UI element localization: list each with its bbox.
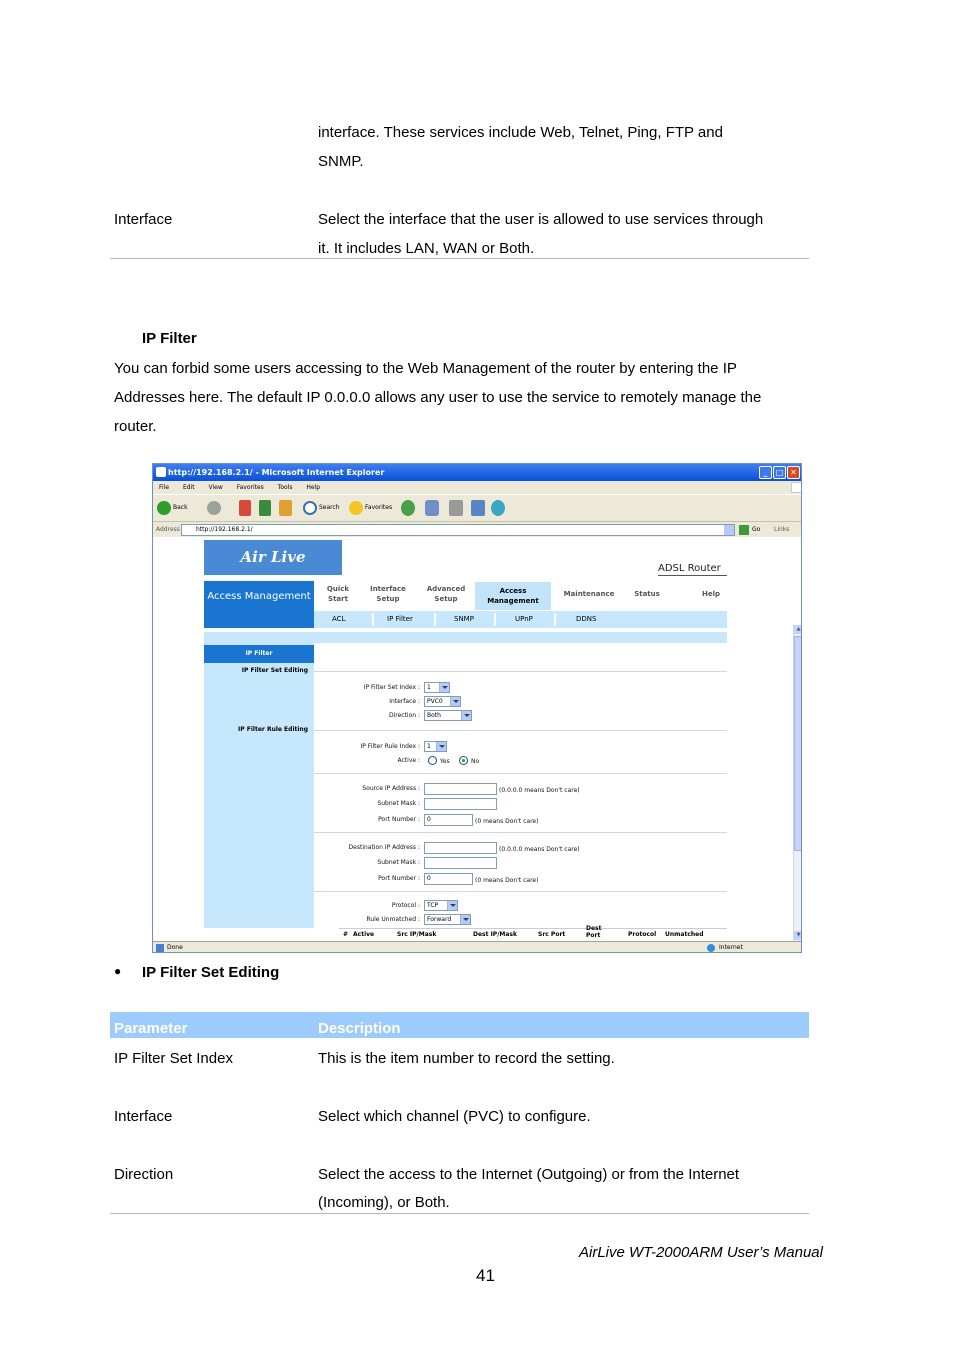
- header-parameter: Parameter: [114, 1020, 188, 1037]
- section-heading: IP Filter: [142, 330, 197, 347]
- row-divider: [314, 671, 727, 672]
- chevron-down-icon: [436, 742, 446, 751]
- tab-status[interactable]: Status: [634, 590, 660, 598]
- menu-favorites[interactable]: Favorites: [236, 484, 264, 491]
- active-yes-radio[interactable]: [428, 756, 437, 765]
- table-row-desc: Select which channel (PVC) to configure.: [318, 1108, 591, 1125]
- status-text: Done: [167, 944, 183, 951]
- chevron-down-icon: [460, 915, 470, 924]
- rule-table-header: [339, 925, 727, 941]
- rule-index-label: IP Filter Rule Index :: [360, 743, 420, 750]
- source-mask-label: Subnet Mask :: [377, 800, 420, 807]
- intro-desc-1: Select the interface that the user is allowed to use services through: [318, 211, 764, 228]
- airlive-logo: Air Live: [204, 540, 342, 575]
- col-number: #: [343, 931, 349, 938]
- address-bar: [153, 521, 801, 537]
- active-no-label: No: [471, 758, 480, 765]
- minimize-icon[interactable]: _: [759, 466, 772, 479]
- dest-port-hint: (0 means Don't care): [475, 877, 539, 884]
- intro-param: Interface: [114, 211, 173, 228]
- source-mask-input[interactable]: [424, 798, 497, 810]
- intro-desc-2: it. It includes LAN, WAN or Both.: [318, 240, 535, 257]
- tab-quick-start[interactable]: Quick Start: [326, 585, 350, 603]
- intro-line-1: interface. These services include Web, Telnet, Ping, FTP and: [318, 124, 723, 141]
- menu-edit[interactable]: Edit: [182, 484, 195, 491]
- go-button[interactable]: Go: [752, 526, 761, 533]
- mail-icon[interactable]: [425, 500, 439, 516]
- sub-navigation: [314, 611, 727, 628]
- page-icon: [156, 944, 164, 952]
- col-protocol: Protocol: [628, 931, 657, 938]
- source-port-input[interactable]: [424, 814, 473, 826]
- parameter-table-header: [110, 1012, 809, 1038]
- star-icon: [349, 501, 363, 515]
- ie-icon: [156, 467, 166, 477]
- col-dest-port: Dest Port: [586, 925, 602, 939]
- address-label: Address: [156, 526, 180, 533]
- bullet-icon: ●: [114, 964, 122, 978]
- set-index-value: 1: [427, 684, 431, 691]
- sidebar: [204, 643, 314, 928]
- row-divider: [314, 773, 727, 774]
- dest-ip-label: Destination IP Address :: [348, 844, 420, 851]
- protocol-value: TCP: [427, 902, 439, 909]
- tab-help[interactable]: Help: [701, 590, 721, 598]
- sidebar-item-ip-filter: IP Filter: [204, 645, 314, 663]
- table-row-desc-cont: (Incoming), or Both.: [318, 1194, 450, 1211]
- rule-unmatched-select[interactable]: [424, 914, 471, 925]
- rule-index-value: 1: [427, 743, 431, 750]
- scroll-down-icon[interactable]: ▼: [794, 931, 801, 940]
- menu-tools[interactable]: Tools: [277, 484, 293, 491]
- search-label: Search: [319, 504, 340, 511]
- forward-arrow-icon: [207, 501, 221, 515]
- direction-value: Both: [427, 712, 441, 719]
- sidebar-label-set-editing: IP Filter Set Editing: [241, 667, 308, 674]
- status-bar: [153, 941, 801, 953]
- chevron-down-icon: [461, 711, 471, 720]
- forward-button[interactable]: [207, 500, 223, 516]
- back-label: Back: [173, 504, 188, 511]
- source-ip-hint: (0.0.0.0 means Don't care): [499, 787, 580, 794]
- tab-advanced-setup[interactable]: Advanced Setup: [426, 585, 466, 603]
- row-divider: [314, 891, 727, 892]
- tab-interface-setup[interactable]: Interface Setup: [370, 585, 406, 603]
- windows-logo-icon: [791, 482, 802, 493]
- chevron-down-icon: [450, 697, 460, 706]
- history-icon[interactable]: [401, 500, 415, 516]
- subtab-ip-filter[interactable]: IP Filter: [387, 615, 413, 623]
- direction-select[interactable]: [424, 710, 472, 721]
- back-arrow-icon: [157, 501, 171, 515]
- back-button[interactable]: [157, 500, 188, 516]
- favorites-label: Favorites: [365, 504, 393, 511]
- sidebar-label-rule-editing: IP Filter Rule Editing: [238, 726, 308, 733]
- source-ip-input[interactable]: [424, 783, 497, 795]
- dest-port-label: Port Number :: [378, 875, 420, 882]
- row-divider: [314, 832, 727, 833]
- direction-label: Direction :: [388, 712, 420, 719]
- zone-text: Internet: [719, 944, 743, 951]
- active-yes-label: Yes: [440, 758, 450, 765]
- stop-icon[interactable]: [239, 500, 251, 516]
- dest-port-value: 0: [427, 875, 431, 882]
- scroll-up-icon[interactable]: ▲: [794, 625, 801, 634]
- section-para-2: Addresses here. The default IP 0.0.0.0 allows any user to use the service to remotely manage the: [114, 389, 762, 406]
- edit-icon[interactable]: [471, 500, 485, 516]
- interface-select[interactable]: [424, 696, 461, 707]
- section-para-3: router.: [114, 418, 157, 435]
- links-button[interactable]: Links: [774, 526, 790, 533]
- rule-index-select[interactable]: [424, 741, 447, 752]
- rule-unmatched-label: Rule Unmatched :: [366, 916, 420, 923]
- source-port-label: Port Number :: [378, 816, 420, 823]
- col-active: Active: [353, 931, 375, 938]
- set-index-label: IP Filter Set Index :: [363, 684, 420, 691]
- refresh-icon[interactable]: [259, 500, 271, 516]
- menu-help[interactable]: Help: [306, 484, 321, 491]
- search-icon: [303, 501, 317, 515]
- bullet-title: IP Filter Set Editing: [142, 964, 280, 981]
- table-row-param: Direction: [114, 1166, 174, 1183]
- subnav-separator: [494, 613, 496, 626]
- go-arrow-icon[interactable]: [739, 525, 749, 535]
- subtab-acl[interactable]: ACL: [332, 615, 346, 623]
- chevron-down-icon: [447, 901, 457, 910]
- browser-title-bar: [153, 464, 801, 481]
- table-bottom-rule: [110, 1213, 809, 1214]
- menu-file[interactable]: File: [159, 484, 170, 491]
- current-section-label: Access Management: [204, 581, 314, 628]
- favorites-button[interactable]: [349, 500, 392, 516]
- table-row-desc: Select the access to the Internet (Outgoing) or from the Internet: [318, 1166, 740, 1183]
- globe-icon: [707, 944, 715, 952]
- close-icon[interactable]: ✕: [787, 466, 800, 479]
- menu-view[interactable]: View: [208, 484, 223, 491]
- active-label: Active :: [397, 757, 420, 764]
- subtab-upnp[interactable]: UPnP: [515, 615, 533, 623]
- browser-content: [153, 537, 801, 941]
- active-no-radio[interactable]: [459, 756, 468, 765]
- subnav-separator: [554, 613, 556, 626]
- col-src-ip: Src IP/Mask: [397, 931, 437, 938]
- dest-port-input[interactable]: [424, 873, 473, 885]
- product-underline: [658, 575, 727, 576]
- page-number: 41: [476, 1266, 495, 1285]
- dest-mask-input[interactable]: [424, 857, 497, 869]
- search-button[interactable]: [303, 500, 340, 516]
- tab-access-management[interactable]: Access Management: [475, 582, 551, 610]
- address-dropdown-icon[interactable]: [724, 525, 734, 535]
- source-port-hint: (0 means Don't care): [475, 818, 539, 825]
- rule-unmatched-value: Forward: [427, 916, 452, 923]
- interface-label: Interface :: [389, 698, 420, 705]
- subnav-separator: [372, 613, 374, 626]
- divider: [110, 258, 809, 259]
- table-row-param: IP Filter Set Index: [114, 1050, 233, 1067]
- address-input[interactable]: [181, 524, 735, 536]
- interface-value: PVC0: [427, 698, 443, 705]
- col-src-port: Src Port: [538, 931, 566, 938]
- address-value: http://192.168.2.1/: [196, 526, 253, 533]
- intro-line-2: SNMP.: [318, 153, 364, 170]
- subtab-snmp[interactable]: SNMP: [454, 615, 474, 623]
- dest-ip-hint: (0.0.0.0 means Don't care): [499, 846, 580, 853]
- browser-toolbar: [153, 494, 801, 521]
- dest-ip-input[interactable]: [424, 842, 497, 854]
- subnav-separator: [434, 613, 436, 626]
- print-icon[interactable]: [449, 500, 463, 516]
- source-port-value: 0: [427, 816, 431, 823]
- section-para-1: You can forbid some users accessing to the Web Management of the router by entering the IP: [114, 360, 737, 377]
- manual-title: AirLive WT-2000ARM User’s Manual: [579, 1244, 823, 1261]
- product-name: ADSL Router: [658, 563, 721, 574]
- home-icon[interactable]: [279, 500, 292, 516]
- row-divider: [314, 730, 727, 731]
- set-index-select[interactable]: [424, 682, 450, 693]
- col-dest-ip: Dest IP/Mask: [473, 931, 517, 938]
- chevron-down-icon: [439, 683, 449, 692]
- scroll-thumb[interactable]: [794, 636, 801, 851]
- protocol-label: Protocol :: [391, 902, 420, 909]
- header-description: Description: [318, 1020, 401, 1037]
- table-row-param: Interface: [114, 1108, 173, 1125]
- col-unmatched: Unmatched: [665, 931, 704, 938]
- table-row-desc: This is the item number to record the setting.: [318, 1050, 615, 1067]
- browser-title: http://192.168.2.1/ - Microsoft Internet Explorer: [168, 468, 385, 477]
- vertical-scrollbar[interactable]: [793, 625, 801, 941]
- subtab-ddns[interactable]: DDNS: [576, 615, 597, 623]
- content-header-bar: [204, 632, 727, 643]
- dest-mask-label: Subnet Mask :: [377, 859, 420, 866]
- source-ip-label: Source IP Address :: [362, 785, 420, 792]
- tab-maintenance[interactable]: Maintenance: [563, 590, 615, 598]
- router-screenshot: [152, 463, 802, 953]
- protocol-select[interactable]: [424, 900, 458, 911]
- maximize-icon[interactable]: □: [773, 466, 786, 479]
- menu-bar: [153, 481, 801, 494]
- messenger-icon[interactable]: [491, 500, 505, 516]
